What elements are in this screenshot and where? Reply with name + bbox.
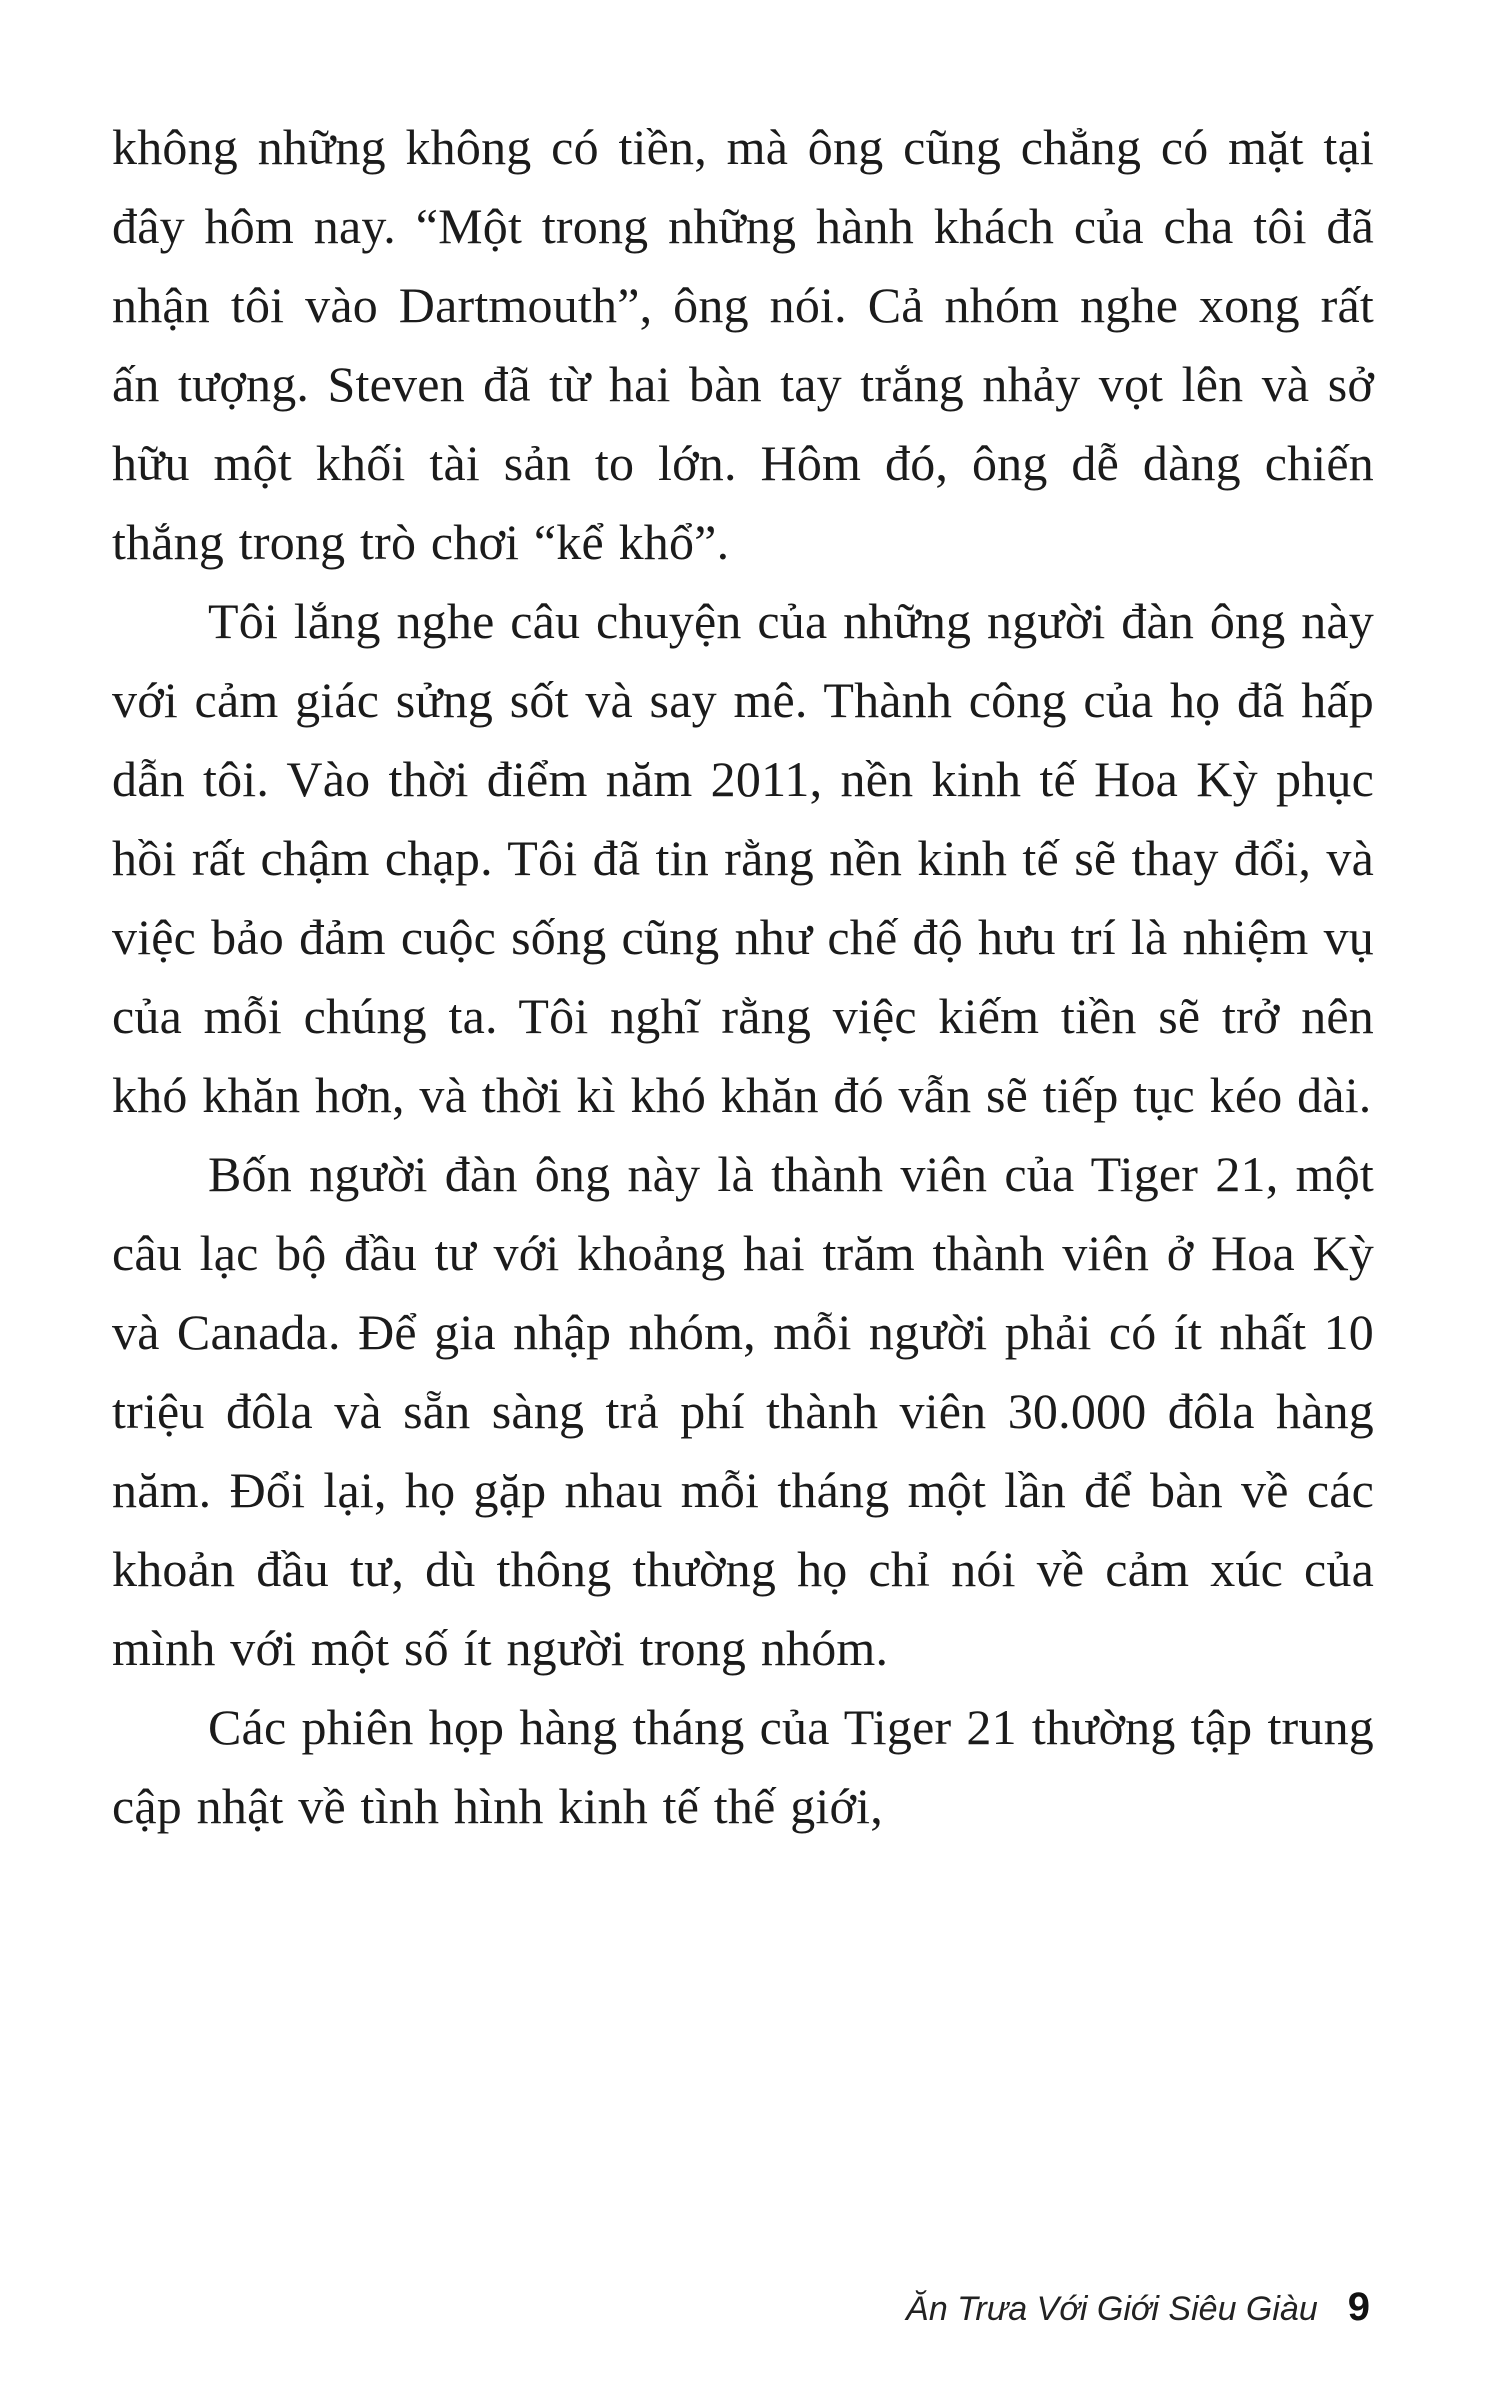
page-body-text (112, 108, 1374, 1846)
paragraph: Bốn người đàn ông này là thành viên của Tiger 21, một câu lạc bộ đầu tư với khoảng hai trăm thành viên ở Hoa Kỳ và Canada. Để gia nhập nhóm, mỗi người phải có ít nhất 10 triệu đôla và sẵn sàng trả phí thành viên 30.000 đôla hàng năm. Đổi lại, họ gặp nhau mỗi tháng một lần để bàn về các khoản đầu tư, dù thông thường họ chỉ nói về cảm xúc của mình với một số ít người trong nhóm. (112, 1146, 1374, 1676)
paragraph: Các phiên họp hàng tháng của Tiger 21 thường tập trung cập nhật về tình hình kinh tế thế giới, (112, 1699, 1374, 1834)
paragraph: Tôi lắng nghe câu chuyện của những người đàn ông này với cảm giác sửng sốt và say mê. Thành công của họ đã hấp dẫn tôi. Vào thời điểm năm 2011, nền kinh tế Hoa Kỳ phục hồi rất chậm chạp. Tôi đã tin rằng nền kinh tế sẽ thay đổi, và việc bảo đảm cuộc sống cũng như chế độ hưu trí là nhiệm vụ của mỗi chúng ta. Tôi nghĩ rằng việc kiếm tiền sẽ trở nên khó khăn hơn, và thời kì khó khăn đó vẫn sẽ tiếp tục kéo dài. (112, 593, 1374, 1123)
footer-page-number: 9 (1347, 2285, 1370, 2329)
paragraph: không những không có tiền, mà ông cũng chẳng có mặt tại đây hôm nay. “Một trong những hành khách của cha tôi đã nhận tôi vào Dartmouth”, ông nói. Cả nhóm nghe xong rất ấn tượng. Steven đã từ hai bàn tay trắng nhảy vọt lên và sở hữu một khối tài sản to lớn. Hôm đó, ông dễ dàng chiến thắng trong trò chơi “kể khổ”. (112, 119, 1374, 570)
footer-book-title: Ăn Trưa Với Giới Siêu Giàu (906, 2290, 1318, 2328)
page-footer (906, 2285, 1370, 2330)
